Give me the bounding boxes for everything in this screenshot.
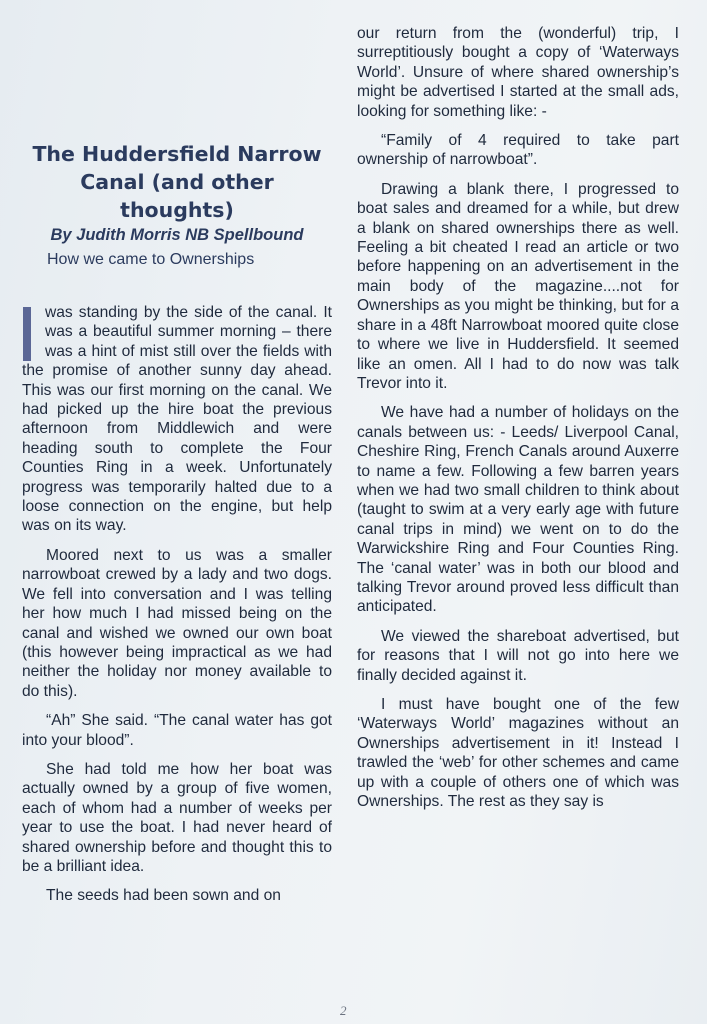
opening-paragraph-block <box>22 303 332 536</box>
paragraph: our return from the (wonderful) trip, I surreptitiously bought a copy of ‘Waterways World’. Unsure of where shared ownership’s might be advertised I started at the small ads, looking for something like: - <box>357 25 679 120</box>
paragraph: The seeds had been sown and on <box>46 887 281 905</box>
right-column <box>357 24 679 821</box>
paragraph: was standing by the side of the canal. It was a beautiful summer morning – there was a hint of mist still over the fields with the promise of another sunny day ahead. This was our first morning on the canal. We had picked up the hire boat the previous afternoon from Middlewich and were heading south to complete the Four Counties Ring in a week. Unfortunately progress was temporarily halted due to a loose connection on the engine, but help was on its way. <box>22 304 332 535</box>
article-subtitle: How we came to Ownerships <box>47 251 255 268</box>
paragraph: We viewed the shareboat advertised, but for reasons that I will not go into here we finally decided against it. <box>357 627 679 684</box>
article-byline: By Judith Morris NB Spellbound <box>50 226 304 244</box>
left-column <box>22 140 332 916</box>
paragraph: “Ah” She said. “The canal water has got into your blood”. <box>22 712 332 749</box>
paragraph: She had told me how her boat was actually owned by a group of five women, each of whom had a number of weeks per year to use the boat. I had never heard of shared ownership before and thought this to be a brilliant idea. <box>22 760 332 875</box>
dropcap-bar <box>23 307 31 361</box>
paragraph: We have had a number of holidays on the canals between us: - Leeds/ Liverpool Canal, Cheshire Ring, French Canals around Auxerre to name a few. Following a few barren years when we had two small children to think about (taught to swim at a very early age with future canal trips in mind) we went on to do the Warwickshire Ring and Four Counties Ring. The ‘canal water’ was in both our blood and talking Trevor around proved less difficult than anticipated. <box>357 404 679 616</box>
article-title: The Huddersfield Narrow Canal (and other thoughts) <box>32 142 322 222</box>
paragraph: I must have bought one of the few ‘Waterways World’ magazines without an Ownerships advertisement in it! Instead I trawled the ‘web’ for other schemes and came up with a couple of others one of which was Ownerships. The rest as they say is <box>357 696 679 811</box>
page-number: 2 <box>340 1003 347 1018</box>
paragraph: “Family of 4 required to take part ownership of narrowboat”. <box>357 132 679 169</box>
paragraph: Drawing a blank there, I progressed to boat sales and dreamed for a while, but drew a blank on shared ownerships there as well. Feeling a bit cheated I read an article or two before happening on an advertisement in the main body of the magazine....not for Ownerships as you might be thinking, but for a share in a 48ft Narrowboat moored quite close to where we live in Huddersfield. It seemed like an omen. All I had to do now was talk Trevor into it. <box>357 180 679 392</box>
paragraph: Moored next to us was a smaller narrowboat crewed by a lady and two dogs. We fell into conversation and I was telling her how much I had missed being on the canal and wished we owned our own boat (this however being impractical as we had neither the holiday nor money available to do this). <box>22 546 332 700</box>
